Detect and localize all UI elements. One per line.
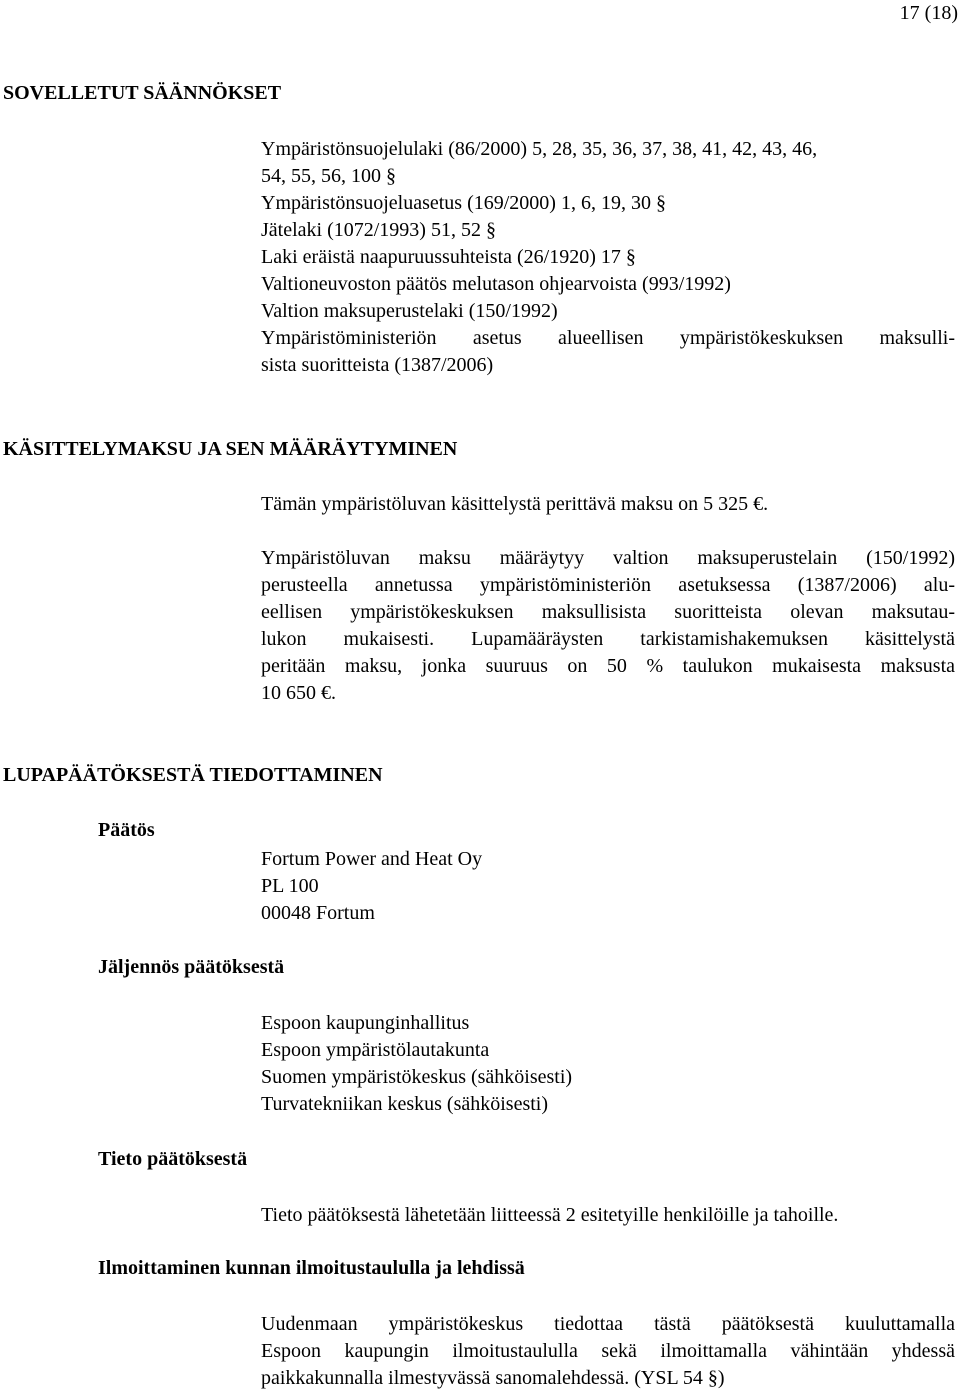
applied-rules-line: Jätelaki (1072/1993) 51, 52 § — [261, 219, 496, 241]
fee-paragraph-line: lukon mukaisesti. Lupamääräysten tarkistamishakemuksen käsittelystä — [261, 628, 955, 650]
page-number: 17 (18) — [899, 2, 958, 24]
applied-rules-line: sista suoritteista (1387/2006) — [261, 354, 494, 376]
announcement-line: paikkakunnalla ilmestyvässä sanomalehdessä. (YSL 54 §) — [261, 1367, 725, 1389]
applied-rules-line: Laki eräistä naapuruussuhteista (26/1920) 17 § — [261, 246, 636, 268]
copy-label: Jäljennös päätöksestä — [98, 956, 285, 978]
applied-rules-line: Ympäristönsuojeluasetus (169/2000) 1, 6, 19, 30 § — [261, 192, 666, 214]
applied-rules-last-item — [261, 325, 955, 379]
applied-rules-heading: SOVELLETUT SÄÄNNÖKSET — [3, 82, 282, 104]
info-label: Tieto päätöksestä — [98, 1148, 248, 1170]
fee-amount: Tämän ympäristöluvan käsittelystä perittävä maksu on 5 325 €. — [261, 493, 769, 515]
fee-paragraph-line: perusteella annetussa ympäristöministeriön asetuksessa (1387/2006) alu- — [261, 574, 955, 596]
copy-recipient-line: Espoon kaupunginhallitus — [261, 1012, 470, 1034]
announcement-label: Ilmoittaminen kunnan ilmoitustaululla ja lehdissä — [98, 1257, 525, 1279]
copy-recipient-line: Suomen ympäristökeskus (sähköisesti) — [261, 1066, 573, 1088]
applied-rules-line: Valtion maksuperustelaki (150/1992) — [261, 300, 558, 322]
applied-rules-line: Ympäristöministeriön asetus alueellisen ympäristökeskuksen maksulli- — [261, 327, 955, 349]
applied-rules-line: 54, 55, 56, 100 § — [261, 165, 396, 187]
applied-rules-line: Valtioneuvoston päätös melutason ohjearvoista (993/1992) — [261, 273, 731, 295]
decision-label: Päätös — [98, 819, 155, 841]
fee-paragraph-line: peritään maksu, jonka suuruus on 50 % taulukon mukaisesta maksusta — [261, 655, 955, 677]
fee-heading: KÄSITTELYMAKSU JA SEN MÄÄRÄYTYMINEN — [3, 438, 458, 460]
decision-recipient-line: 00048 Fortum — [261, 902, 375, 924]
fee-paragraph-line: Ympäristöluvan maksu määräytyy valtion maksuperustelain (150/1992) — [261, 547, 955, 569]
applied-rules-line: Ympäristönsuojelulaki (86/2000) 5, 28, 35, 36, 37, 38, 41, 42, 43, 46, — [261, 138, 818, 160]
copy-recipient-line: Espoon ympäristölautakunta — [261, 1039, 490, 1061]
fee-paragraph — [261, 545, 955, 707]
announcement-line: Espoon kaupungin ilmoitustaululla sekä ilmoittamalla vähintään yhdessä — [261, 1340, 955, 1362]
fee-paragraph-line: eellisen ympäristökeskuksen maksullisista suoritteista olevan maksutau- — [261, 601, 955, 623]
copy-recipient-line: Turvatekniikan keskus (sähköisesti) — [261, 1093, 549, 1115]
decision-recipient-line: PL 100 — [261, 875, 319, 897]
notification-heading: LUPAPÄÄTÖKSESTÄ TIEDOTTAMINEN — [3, 764, 383, 786]
fee-paragraph-line: 10 650 €. — [261, 682, 336, 704]
announcement-line: Uudenmaan ympäristökeskus tiedottaa tästä päätöksestä kuuluttamalla — [261, 1313, 955, 1335]
info-text: Tieto päätöksestä lähetetään liitteessä 2 esitetyille henkilöille ja tahoille. — [261, 1204, 839, 1226]
decision-recipient-line: Fortum Power and Heat Oy — [261, 848, 483, 870]
announcement-paragraph — [261, 1311, 955, 1392]
